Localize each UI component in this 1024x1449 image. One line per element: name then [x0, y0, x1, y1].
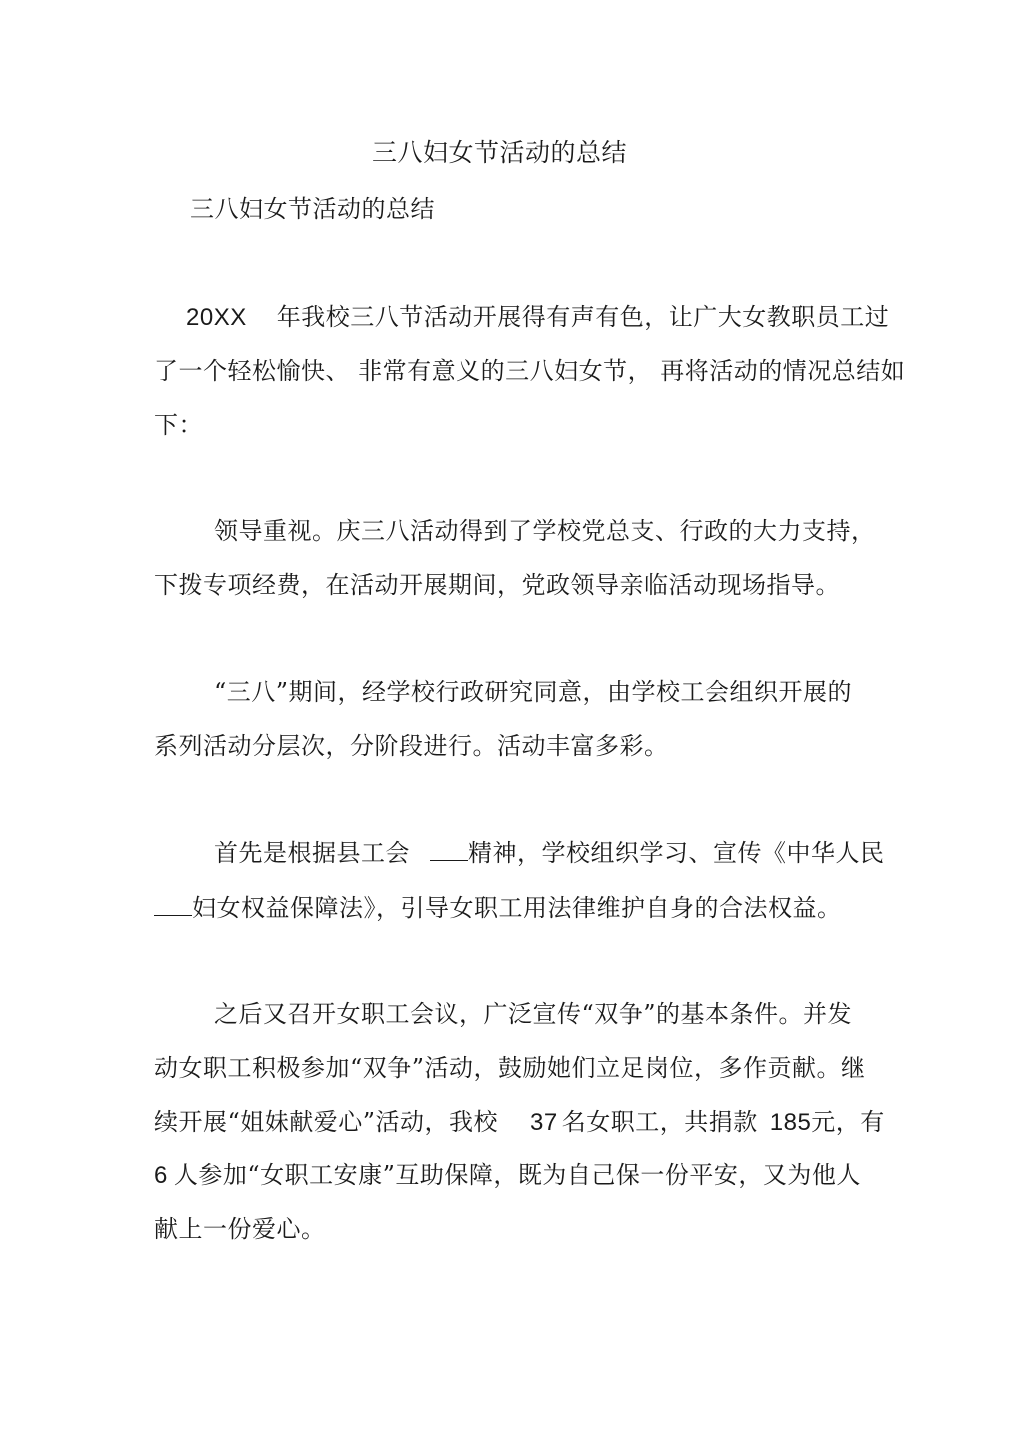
- paragraph-5-line-3: [154, 1107, 885, 1138]
- paragraph-4-line-1: [214, 838, 885, 868]
- paragraph-4-text-1a: 首先是根据县工会: [214, 839, 410, 867]
- paragraph-3-line-1: “三八”期间，经学校行政研究同意，由学校工会组织开展的: [214, 678, 853, 706]
- paragraph-4-line-2: [154, 893, 842, 923]
- blank-underline: [430, 838, 468, 861]
- paragraph-2-line-2: 下拨专项经费，在活动开展期间，党政领导亲临活动现场指导。: [154, 571, 840, 599]
- participant-number: 6: [154, 1162, 168, 1189]
- paragraph-5-line-2: 动女职工积极参加“双争”活动，鼓励她们立足岗位，多作贡献。继: [154, 1054, 866, 1082]
- paragraph-5-line-5: 献上一份爱心。: [154, 1215, 326, 1243]
- paragraph-3-line-2: 系列活动分层次，分阶段进行。活动丰富多彩。: [154, 732, 669, 760]
- paragraph-2-line-1: 领导重视。庆三八活动得到了学校党总支、行政的大力支持，: [214, 517, 876, 545]
- paragraph-5-text-3a: 续开展“姐妹献爱心”活动，我校: [154, 1108, 499, 1136]
- paragraph-5-line-1: 之后又召开女职工会议，广泛宣传“双争”的基本条件。并发: [214, 1000, 853, 1028]
- paragraph-4-text-1b: 精神，学校组织学习、宣传《中华人民: [468, 839, 885, 867]
- paragraph-5-line-4: [154, 1160, 861, 1191]
- paragraph-1-line-3: 下：: [154, 411, 203, 439]
- paragraph-5-text-3c: 元，有: [811, 1108, 885, 1136]
- donation-amount: 185: [769, 1109, 812, 1136]
- paragraph-5-text-4: 人参加“女职工安康”互助保障，既为自己保一份平安，又为他人: [173, 1161, 861, 1189]
- paragraph-5-text-3b: 名女职工，共捐款: [561, 1108, 758, 1136]
- paragraph-4-text-2: 妇女权益保障法》，引导女职工用法律维护自身的合法权益。: [192, 894, 842, 922]
- count-number: 37: [530, 1109, 558, 1136]
- paragraph-1-line-2: 了一个轻松愉快、 非常有意义的三八妇女节， 再将活动的情况总结如: [154, 357, 906, 385]
- paragraph-1-line-1: [186, 302, 889, 333]
- blank-underline: [154, 893, 192, 916]
- year-text: 20XX: [186, 304, 247, 331]
- document-subtitle: 三八妇女节活动的总结: [190, 195, 435, 223]
- document-title: 三八妇女节活动的总结: [372, 138, 628, 167]
- paragraph-1-text-1: 年我校三八节活动开展得有声有色，让广大女教职员工过: [276, 303, 890, 331]
